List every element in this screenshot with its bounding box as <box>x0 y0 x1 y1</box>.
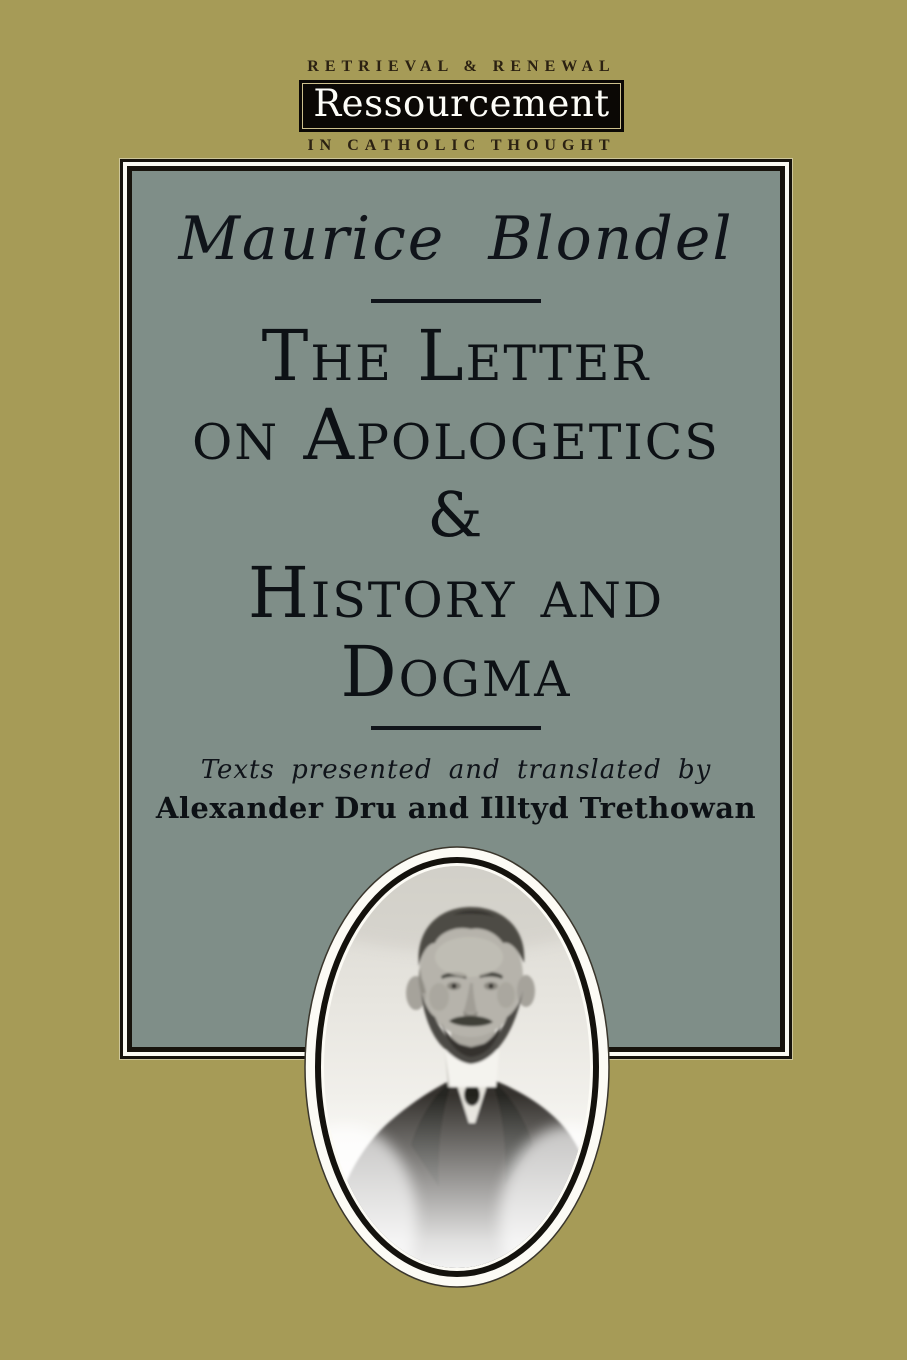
series-tagline-bottom: IN CATHOLIC THOUGHT <box>307 137 616 154</box>
author-portrait-photo <box>303 845 611 1289</box>
series-logo <box>8 58 907 155</box>
series-name: Ressourcement <box>313 82 610 125</box>
credit-line: Texts presented and translated by <box>200 755 712 785</box>
divider-rule-bottom <box>371 726 541 730</box>
title-line-2: on Apologetics <box>192 394 720 476</box>
series-tagline-top: RETRIEVAL & RENEWAL <box>307 58 616 75</box>
series-logo-box <box>299 80 623 132</box>
book-title <box>132 317 780 712</box>
title-line-5: Dogma <box>340 631 572 713</box>
translators-names: Alexander Dru and Illtyd Trethowan <box>155 791 757 825</box>
divider-rule-top <box>371 299 541 303</box>
title-ampersand: & <box>427 478 485 551</box>
title-line-4: History and <box>247 552 665 634</box>
title-line-1: The Letter <box>261 315 651 397</box>
author-portrait <box>303 845 611 1289</box>
author-name: Maurice Blondel <box>178 204 734 274</box>
